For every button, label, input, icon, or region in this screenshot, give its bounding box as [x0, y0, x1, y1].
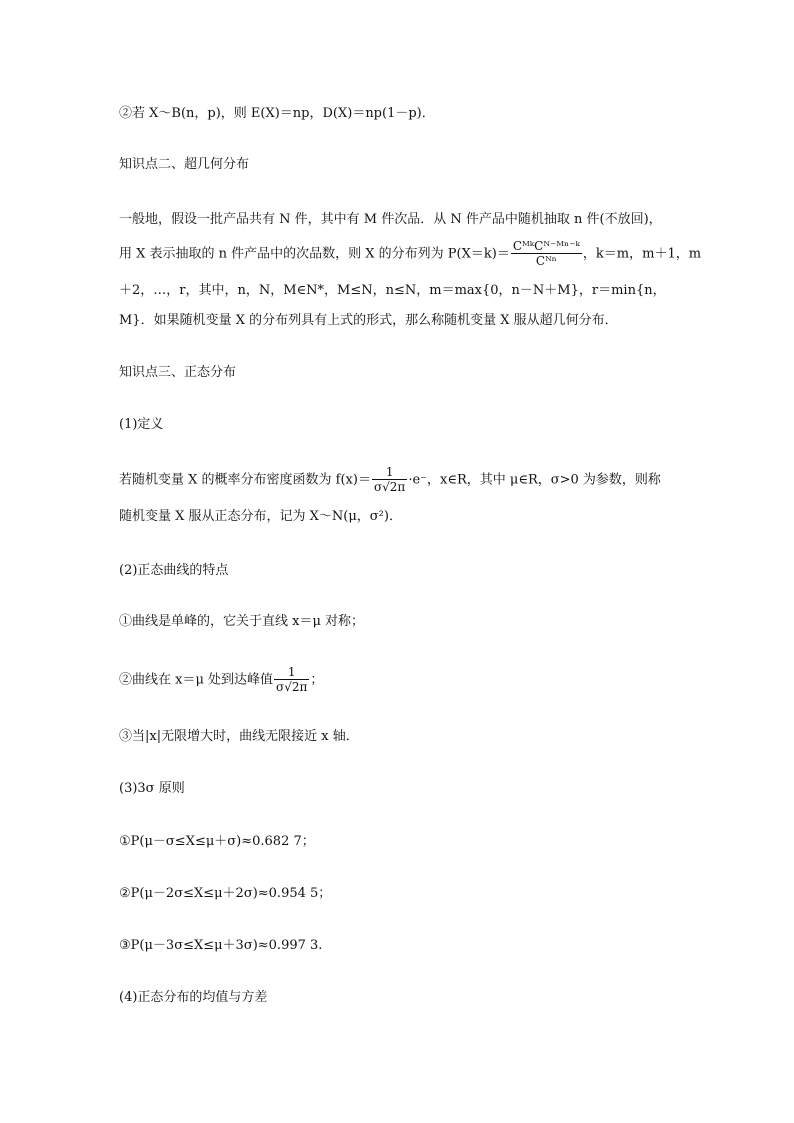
section3-title: 知识点三、正态分布 — [119, 365, 237, 380]
curve-feature-3: ③当|x|无限增大时，曲线无限接近 x 轴． — [119, 729, 359, 744]
hypergeometric-paragraph-line3: ＋2，…，r，其中，n，N，M∈N*，M≤N，n≤N，m＝max{0，n－N＋M}，r＝min{n， — [119, 283, 666, 298]
definition-line2: 随机变量 X 服从正态分布，记为 X～N(μ，σ²)． — [119, 509, 402, 524]
hypergeometric-text-a: 用 X 表示抽取的 n 件产品中的次品数，则 X 的分布列为 P(X＝k)＝ — [119, 246, 510, 262]
three-sigma-title: (3)3σ 原则 — [119, 781, 185, 796]
definition-text-c: ，x∈R，其中 μ∈R，σ>0 为参数，则称 — [427, 472, 661, 488]
binomial-expectation-line: ②若 X～B(n，p)，则 E(X)＝np，D(X)＝np(1－p)． — [119, 106, 435, 121]
density-fraction-numerator: 1 — [372, 466, 407, 480]
hypergeometric-paragraph-line4: M}．如果随机变量 X 的分布列具有上式的形式，那么称随机变量 X 服从超几何分布． — [119, 313, 618, 328]
hypergeometric-paragraph-line2 — [119, 240, 701, 268]
peak-value-denominator: σ√2π — [276, 680, 308, 694]
density-fraction — [372, 466, 407, 494]
curve-feature-1: ①曲线是单峰的，它关于直线 x＝μ 对称； — [119, 614, 365, 629]
hypergeometric-fraction-denominator: Cᴺⁿ — [535, 254, 557, 268]
three-sigma-rule-3: ③P(μ－3σ≤X≤μ＋3σ)≈0.997 3. — [119, 938, 323, 953]
peak-value-numerator: 1 — [274, 666, 309, 680]
definition-title: (1)定义 — [119, 417, 164, 432]
curve-title: (2)正态曲线的特点 — [119, 563, 229, 578]
curve-feature-2-end: ； — [310, 672, 324, 688]
three-sigma-rule-1: ①P(μ－σ≤X≤μ＋σ)≈0.682 7； — [119, 834, 315, 849]
mean-variance-title: (4)正态分布的均值与方差 — [119, 990, 268, 1005]
curve-feature-2 — [119, 666, 323, 694]
hypergeometric-fraction-numerator: CᴹᵏCᴺ⁻ᴹⁿ⁻ᵏ — [512, 239, 580, 253]
peak-value-fraction — [274, 666, 309, 694]
hypergeometric-text-b: ，k＝m，m＋1，m — [582, 246, 702, 262]
section2-title: 知识点二、超几何分布 — [119, 157, 250, 172]
density-fraction-denominator: σ√2π — [373, 480, 406, 494]
three-sigma-rule-2: ②P(μ－2σ≤X≤μ＋2σ)≈0.954 5； — [119, 886, 332, 901]
hypergeometric-fraction — [511, 240, 582, 268]
hypergeometric-paragraph-line1: 一般地，假设一批产品共有 N 件，其中有 M 件次品．从 N 件产品中随机抽取 n 件(不放回)， — [119, 212, 662, 227]
definition-line1 — [119, 466, 661, 494]
curve-feature-2-text: ②曲线在 x＝μ 处到达峰值 — [119, 672, 274, 688]
exponential-term: ·e⁻ — [408, 472, 427, 488]
definition-text-a: 若随机变量 X 的概率分布密度函数为 f(x)＝ — [119, 472, 371, 488]
